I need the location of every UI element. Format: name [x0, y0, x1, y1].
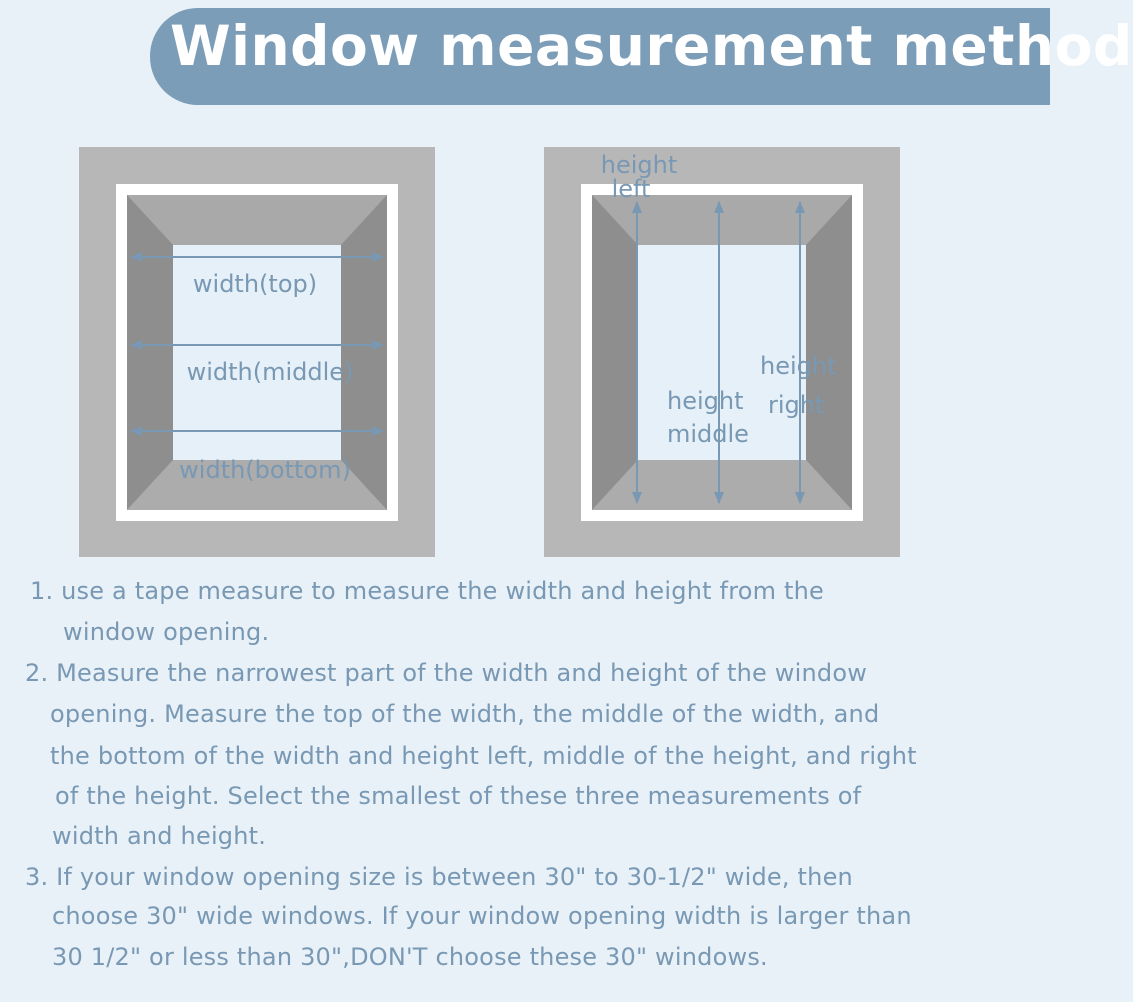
width-diagram — [79, 147, 435, 557]
instruction-line: 30 1/2" or less than 30",DON'T choose these 30" windows. — [52, 943, 768, 971]
height-left-label-line1: height — [600, 151, 678, 179]
width-top-label: width(top) — [192, 270, 318, 298]
width-diagram-svg — [79, 147, 435, 557]
height-middle-label-line1: height — [667, 387, 744, 415]
instruction-line: the bottom of the width and height left, middle of the height, and right — [50, 742, 917, 770]
height-diagram — [544, 147, 900, 557]
width-bottom-label: width(bottom) — [179, 456, 351, 484]
height-middle-label-line2: middle — [667, 420, 749, 448]
instruction-line: width and height. — [52, 822, 267, 850]
page-title: Window measurement method — [170, 14, 1133, 78]
measurement-instructions — [0, 575, 1002, 995]
height-right-label-line2: right — [768, 391, 825, 419]
instruction-line: 2. Measure the narrowest part of the width and height of the window — [25, 659, 868, 687]
instruction-line: window opening. — [63, 618, 270, 646]
instruction-line: choose 30" wide windows. If your window opening width is larger than — [52, 902, 912, 930]
instruction-line: 1. use a tape measure to measure the width and height from the — [30, 577, 825, 605]
instruction-line: of the height. Select the smallest of these three measurements of — [55, 782, 862, 810]
height-diagram-svg — [544, 147, 900, 557]
instruction-line: opening. Measure the top of the width, the middle of the width, and — [50, 700, 880, 728]
height-right-label-line1: height — [760, 352, 837, 380]
instruction-line: 3. If your window opening size is between 30" to 30-1/2" wide, then — [25, 863, 853, 891]
recess-left — [592, 195, 638, 510]
recess-left — [127, 195, 173, 510]
height-left-label-line2: left — [611, 175, 651, 203]
width-middle-label: width(middle) — [186, 358, 354, 386]
